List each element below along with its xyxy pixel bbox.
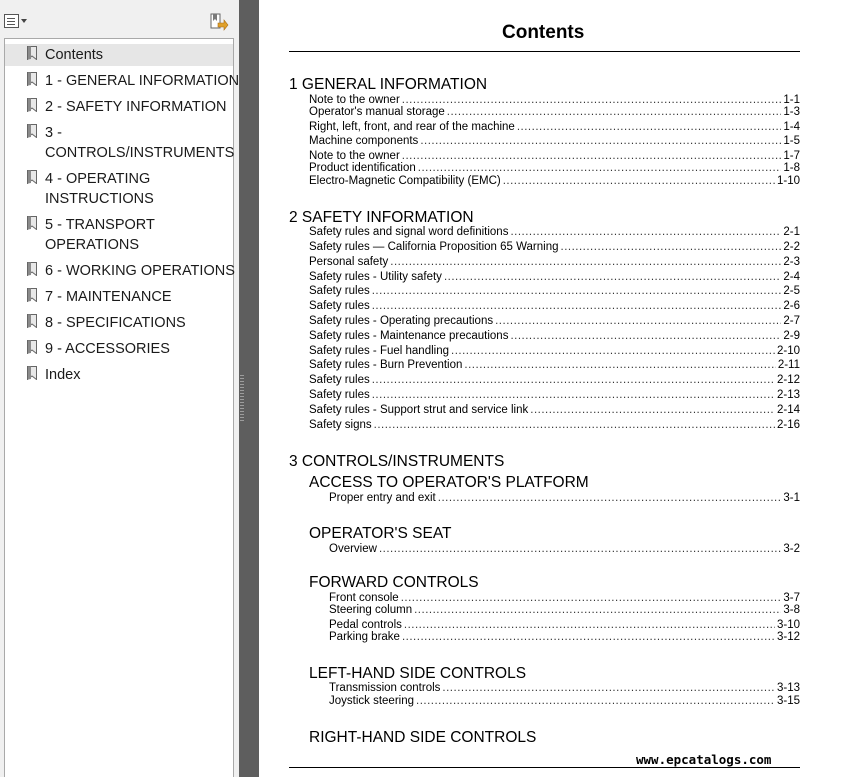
toc-dot-leader xyxy=(402,631,775,643)
toc-entry-title: Personal safety xyxy=(309,256,389,268)
toc-entry[interactable] xyxy=(309,419,800,431)
toc-dot-leader xyxy=(390,256,781,268)
toc-dot-leader xyxy=(438,492,782,504)
toc-entry[interactable] xyxy=(309,175,800,187)
toc-dot-leader xyxy=(530,404,775,416)
bookmark-tree xyxy=(4,38,240,777)
toc-dot-leader xyxy=(374,419,775,431)
bookmark-contents[interactable] xyxy=(5,44,233,66)
toc-dot-leader xyxy=(402,94,782,106)
toc-entry[interactable] xyxy=(309,404,800,416)
watermark: www.epcatalogs.com xyxy=(636,752,772,767)
bookmarks-panel xyxy=(0,0,239,777)
bookmark-label: 7 - MAINTENANCE xyxy=(45,289,172,305)
toc-entry-page: 2-2 xyxy=(783,241,800,253)
toc-entry-page: 1-4 xyxy=(783,121,800,133)
toc-entry[interactable] xyxy=(309,330,800,342)
bookmark-icon xyxy=(27,124,37,138)
toc-dot-leader xyxy=(379,543,781,555)
toc-entry-page: 3-2 xyxy=(783,543,800,555)
toc-entry-title: Safety rules - Maintenance precautions xyxy=(309,330,509,342)
section-heading: 1 GENERAL INFORMATION xyxy=(289,76,488,93)
toc-dot-leader xyxy=(401,592,782,604)
bookmark-icon xyxy=(27,262,37,276)
toc-entry-title: Steering column xyxy=(329,604,413,616)
document-page xyxy=(259,0,848,777)
bookmark-controls-instruments[interactable] xyxy=(5,122,233,164)
toc-entry[interactable] xyxy=(309,226,800,238)
toc-entry[interactable] xyxy=(329,695,800,707)
toc-entry[interactable] xyxy=(309,374,800,386)
bookmark-label-line: 4 - OPERATING xyxy=(45,171,151,187)
bookmark-icon xyxy=(27,216,37,230)
bookmarks-toolbar xyxy=(0,0,239,38)
toc-dot-leader xyxy=(416,695,775,707)
toc-entry[interactable] xyxy=(309,256,800,268)
toc-dot-leader xyxy=(447,106,782,118)
toc-entry-title: Safety rules xyxy=(309,374,370,386)
toc-dot-leader xyxy=(561,241,782,253)
toc-entry-page: 3-8 xyxy=(783,604,800,616)
toc-entry-title: Proper entry and exit xyxy=(329,492,436,504)
toc-dot-leader xyxy=(418,162,782,174)
toc-entry-title: Right, left, front, and rear of the machine xyxy=(309,121,515,133)
subsection-heading: RIGHT-HAND SIDE CONTROLS xyxy=(309,729,537,746)
toc-entry-page: 2-11 xyxy=(777,359,800,371)
bookmark-icon xyxy=(27,170,37,184)
toc-entry-title: Product identification xyxy=(309,162,416,174)
bookmark-icon xyxy=(27,288,37,302)
bookmark-label-line: 3 - xyxy=(45,125,62,141)
toc-entry-title: Safety rules - Support strut and service link xyxy=(309,404,529,416)
bookmark-label-line: CONTROLS/INSTRUMENTS xyxy=(45,145,235,161)
subsection-heading: OPERATOR'S SEAT xyxy=(309,525,452,542)
toc-entry-page: 2-7 xyxy=(783,315,800,327)
toc-entry-title: Transmission controls xyxy=(329,682,441,694)
toc-entry-title: Safety rules — California Proposition 65 Warning xyxy=(309,241,559,253)
toc-entry-page: 2-13 xyxy=(776,389,800,401)
bookmark-icon xyxy=(27,46,37,60)
toc-entry-page: 2-5 xyxy=(783,285,800,297)
toc-entry-title: Operator's manual storage xyxy=(309,106,445,118)
toc-entry-page: 3-7 xyxy=(783,592,800,604)
bookmark-operating-instructions[interactable] xyxy=(5,168,233,210)
bookmark-label: Index xyxy=(45,367,81,383)
toc-entry[interactable] xyxy=(309,285,800,297)
toc-entry[interactable] xyxy=(329,619,800,631)
toc-entry-page: 1-5 xyxy=(783,135,800,147)
toc-entry[interactable] xyxy=(329,604,800,616)
toc-entry-page: 2-3 xyxy=(783,256,800,268)
toc-entry-page: 2-12 xyxy=(776,374,800,386)
footer-rule xyxy=(289,767,800,768)
toc-entry[interactable] xyxy=(309,162,800,174)
toc-entry-page: 2-1 xyxy=(783,226,800,238)
toc-entry-page: 2-14 xyxy=(776,404,800,416)
toc-entry-title: Joystick steering xyxy=(329,695,415,707)
toc-entry[interactable] xyxy=(309,150,800,162)
bookmark-maintenance[interactable] xyxy=(5,286,233,308)
toc-entry[interactable] xyxy=(309,271,800,283)
title-rule xyxy=(289,51,800,52)
toc-entry-page: 1-10 xyxy=(776,175,800,187)
bookmark-label-line: 5 - TRANSPORT xyxy=(45,217,155,233)
toc-dot-leader xyxy=(464,359,775,371)
toc-entry[interactable] xyxy=(309,135,800,147)
toc-entry[interactable] xyxy=(309,315,800,327)
toc-dot-leader xyxy=(510,226,781,238)
section-heading: 2 SAFETY INFORMATION xyxy=(289,209,474,226)
toc-dot-leader xyxy=(442,682,775,694)
bookmark-label: 6 - WORKING OPERATIONS xyxy=(45,263,235,279)
bookmark-index[interactable] xyxy=(5,364,233,386)
toc-entry-title: Safety rules - Fuel handling xyxy=(309,345,449,357)
toc-entry[interactable] xyxy=(329,631,800,643)
expand-bookmark-icon xyxy=(209,13,229,31)
toc-entry-title: Safety rules - Burn Prevention xyxy=(309,359,463,371)
toc-entry-title: Parking brake xyxy=(329,631,400,643)
toc-entry-title: Safety rules xyxy=(309,300,370,312)
toc-entry-page: 2-10 xyxy=(776,345,800,357)
toc-dot-leader xyxy=(402,150,782,162)
toc-entry[interactable] xyxy=(309,359,800,371)
toc-entry[interactable] xyxy=(329,592,800,604)
toc-dot-leader xyxy=(372,300,782,312)
subsection-heading: ACCESS TO OPERATOR'S PLATFORM xyxy=(309,474,589,491)
toc-entry[interactable] xyxy=(309,345,800,357)
section-heading: 3 CONTROLS/INSTRUMENTS xyxy=(289,453,505,470)
toc-entry[interactable] xyxy=(309,300,800,312)
toc-entry[interactable] xyxy=(309,106,800,118)
bookmark-label: 1 - GENERAL INFORMATION xyxy=(45,73,240,89)
toc-entry[interactable] xyxy=(309,241,800,253)
toc-entry-page: 3-12 xyxy=(776,631,800,643)
toc-entry-title: Safety signs xyxy=(309,419,372,431)
toc-entry-title: Safety rules - Operating precautions xyxy=(309,315,494,327)
toc-entry[interactable] xyxy=(309,121,800,133)
bookmark-safety-information[interactable] xyxy=(5,96,233,118)
toc-entry[interactable] xyxy=(329,492,800,504)
page-title: Contents xyxy=(502,22,585,43)
bookmark-icon xyxy=(27,314,37,328)
toc-dot-leader xyxy=(495,315,781,327)
toc-entry-title: Front console xyxy=(329,592,399,604)
bookmark-label: 8 - SPECIFICATIONS xyxy=(45,315,186,331)
toc-entry-title: Pedal controls xyxy=(329,619,402,631)
toc-entry[interactable] xyxy=(329,682,800,694)
toc-entry-title: Overview xyxy=(329,543,377,555)
toc-entry-title: Safety rules and signal word definitions xyxy=(309,226,509,238)
bookmark-working-operations[interactable] xyxy=(5,260,233,282)
toc-entry-page: 3-13 xyxy=(776,682,800,694)
panel-splitter[interactable] xyxy=(239,0,259,777)
bookmark-icon xyxy=(27,72,37,86)
toc-entry-page: 2-6 xyxy=(783,300,800,312)
toc-entry-title: Safety rules xyxy=(309,389,370,401)
expand-bookmark-button[interactable] xyxy=(209,13,229,31)
toc-dot-leader xyxy=(372,285,782,297)
toc-entry-page: 1-8 xyxy=(783,162,800,174)
chevron-down-icon xyxy=(21,19,27,23)
toc-entry-page: 1-3 xyxy=(783,106,800,118)
toc-entry-title: Safety rules xyxy=(309,285,370,297)
toc-dot-leader xyxy=(503,175,775,187)
bookmark-options-button[interactable] xyxy=(4,14,28,30)
toc-dot-leader xyxy=(420,135,781,147)
toc-entry[interactable] xyxy=(329,543,800,555)
toc-entry-page: 3-10 xyxy=(776,619,800,631)
toc-entry-page: 1-1 xyxy=(783,94,800,106)
bookmark-label: Contents xyxy=(45,47,104,63)
toc-dot-leader xyxy=(451,345,775,357)
bookmark-accessories[interactable] xyxy=(5,338,233,360)
toc-entry-title: Note to the owner xyxy=(309,150,400,162)
bookmark-general-information[interactable] xyxy=(5,70,240,92)
toc-dot-leader xyxy=(404,619,775,631)
bookmark-icon xyxy=(27,98,37,112)
toc-dot-leader xyxy=(444,271,781,283)
toc-entry[interactable] xyxy=(309,94,800,106)
bookmark-label-line: INSTRUCTIONS xyxy=(45,191,154,207)
toc-dot-leader xyxy=(372,389,775,401)
toc-entry-page: 2-16 xyxy=(776,419,800,431)
subsection-heading: FORWARD CONTROLS xyxy=(309,574,479,591)
bookmark-icon xyxy=(27,340,37,354)
bookmark-transport-operations[interactable] xyxy=(5,214,233,256)
options-menu-icon xyxy=(4,14,19,28)
bookmark-label-line: OPERATIONS xyxy=(45,237,139,253)
bookmark-label: 9 - ACCESSORIES xyxy=(45,341,170,357)
bookmark-specifications[interactable] xyxy=(5,312,233,334)
subsection-heading: LEFT-HAND SIDE CONTROLS xyxy=(309,665,527,682)
toc-dot-leader xyxy=(414,604,781,616)
toc-dot-leader xyxy=(517,121,782,133)
toc-entry-page: 3-1 xyxy=(783,492,800,504)
toc-entry-title: Machine components xyxy=(309,135,419,147)
toc-entry[interactable] xyxy=(309,389,800,401)
toc-dot-leader xyxy=(372,374,775,386)
bookmark-label: 2 - SAFETY INFORMATION xyxy=(45,99,227,115)
toc-entry-page: 2-4 xyxy=(783,271,800,283)
toc-entry-title: Electro-Magnetic Compatibility (EMC) xyxy=(309,175,501,187)
toc-dot-leader xyxy=(510,330,781,342)
toc-entry-page: 2-9 xyxy=(783,330,800,342)
toc-entry-page: 3-15 xyxy=(776,695,800,707)
toc-entry-title: Note to the owner xyxy=(309,94,400,106)
splitter-grip-handle[interactable] xyxy=(240,375,244,421)
toc-entry-title: Safety rules - Utility safety xyxy=(309,271,442,283)
bookmark-icon xyxy=(27,366,37,380)
toc-entry-page: 1-7 xyxy=(783,150,800,162)
